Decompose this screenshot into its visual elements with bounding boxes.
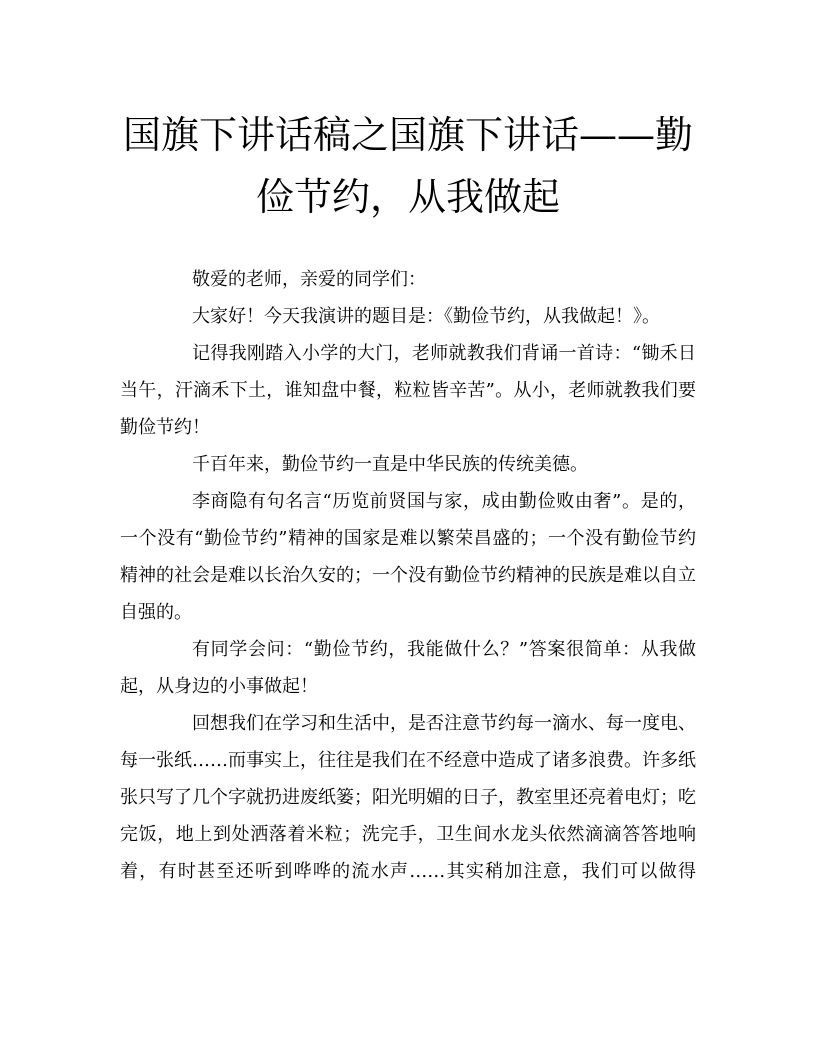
paragraph-topic: 大家好！今天我演讲的题目是：《勤俭节约，从我做起！》。: [192, 306, 660, 327]
paragraph-greeting: 敬爱的老师，亲爱的同学们：: [192, 269, 426, 290]
paragraph-tradition: 千百年来，勤俭节约一直是中华民族的传统美德。: [192, 454, 588, 475]
paragraph-waste: 回想我们在学习和生活中，是否注意节约每一滴水、每一度电、每一张纸……而事实上，往往是我们在不经意中造成了诸多浪费。许多纸张只写了几个字就扔进废纸篓；阳光明媚的日子，教室里还亮着电灯；吃完饭，地上到处洒落着米粒；洗完手，卫生间水龙头依然滴滴答答地响着，有时甚至还听到哗哗的流水声……其实稍加注意，我们可以做得: [120, 713, 696, 882]
paragraph-question: 有同学会问：“勤俭节约，我能做什么？”答案很简单：从我做起，从身边的小事做起！: [120, 639, 696, 697]
document-body: [120, 261, 696, 890]
paragraph-poem: 记得我刚踏入小学的大门，老师就教我们背诵一首诗：“锄禾日当午，汗滴禾下土，谁知盘中餐，粒粒皆辛苦”。从小，老师就教我们要勤俭节约！: [120, 343, 696, 438]
paragraph-quote: 李商隐有句名言“历览前贤国与家，成由勤俭败由奢”。是的，一个没有“勤俭节约”精神的国家是难以繁荣昌盛的；一个没有勤俭节约精神的社会是难以长治久安的；一个没有勤俭节约精神的民族是难以自立自强的。: [120, 491, 696, 623]
document-title: 国旗下讲话稿之国旗下讲话——勤俭节约，从我做起: [122, 113, 693, 219]
